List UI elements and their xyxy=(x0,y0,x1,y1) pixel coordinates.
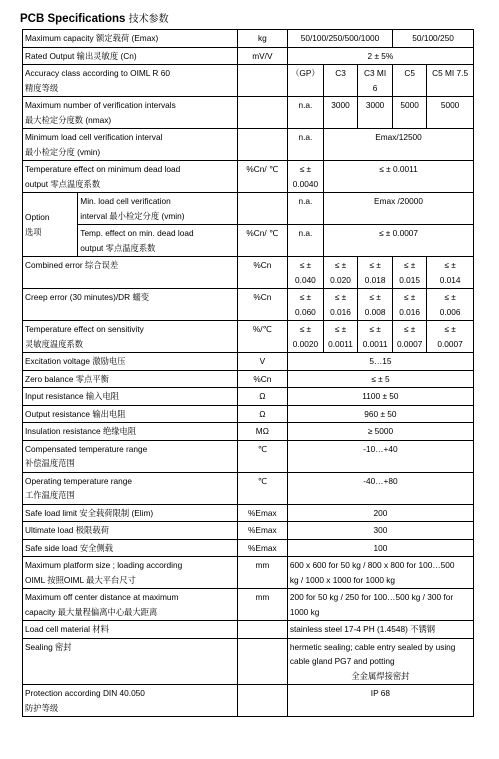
value-4: ≤ ± 0.016 xyxy=(393,289,427,321)
page-title xyxy=(20,10,169,25)
row-capacity xyxy=(23,30,474,48)
row-rated-output xyxy=(23,47,474,65)
value-c5: C5 xyxy=(393,65,427,97)
row-offcenter xyxy=(23,589,474,621)
value: 600 x 600 for 50 kg / 800 x 800 for 100…500 kg / 1000 x 1000 for 1000 kg xyxy=(287,557,473,589)
label: Insulation resistance 绝缘电阻 xyxy=(23,423,238,441)
label: Protection according DIN 40.050 防护等级 xyxy=(23,685,238,717)
unit: mV/V xyxy=(237,47,287,65)
value-c5: 5000 xyxy=(393,97,427,129)
value-3: ≤ ± 0.008 xyxy=(358,289,393,321)
option-1-label: Min. load cell verification interval 最小检定分度 (vmin) xyxy=(78,193,238,225)
label: Load cell material 材料 xyxy=(23,621,238,639)
row-option-2 xyxy=(23,225,474,257)
value-2: ≤ ± 0.016 xyxy=(324,289,358,321)
row-insulation xyxy=(23,423,474,441)
label: Temperature effect on sensitivity 灵敏度温度系数 xyxy=(23,321,238,353)
label: Zero balance 零点平衡 xyxy=(23,370,238,388)
value-1: ≤ ± 0.060 xyxy=(287,289,323,321)
value-5: ≤ ± 0.0007 xyxy=(427,321,474,353)
value: IP 68 xyxy=(287,685,473,717)
row-material xyxy=(23,621,474,639)
row-temp-zero xyxy=(23,161,474,193)
label: Input resistance 输入电阻 xyxy=(23,388,238,406)
spec-table xyxy=(22,29,474,717)
value: Emax/12500 xyxy=(324,129,474,161)
row-zero xyxy=(23,370,474,388)
unit: %Cn xyxy=(237,289,287,321)
value: Emax /20000 xyxy=(324,193,474,225)
row-min-interval xyxy=(23,129,474,161)
value-c5mi: C5 MI 7.5 xyxy=(427,65,474,97)
row-ultimate-load xyxy=(23,522,474,540)
value-1: ≤ ± 0.0020 xyxy=(287,321,323,353)
unit: ℃ xyxy=(237,472,287,504)
value-c3: 3000 xyxy=(324,97,358,129)
value-c3: C3 xyxy=(324,65,358,97)
row-comp-temp xyxy=(23,440,474,472)
row-input-resistance xyxy=(23,388,474,406)
value: ≤ ± 0.0011 xyxy=(324,161,474,193)
unit: Ω xyxy=(237,405,287,423)
label: Sealing 密封 xyxy=(23,638,238,685)
value: 1100 ± 50 xyxy=(287,388,473,406)
row-creep xyxy=(23,289,474,321)
row-option-1 xyxy=(23,193,474,225)
value: -40…+80 xyxy=(287,472,473,504)
label: Combined error 综合误差 xyxy=(23,257,238,289)
label: Maximum off center distance at maximum capacity 最大量程偏离中心最大距离 xyxy=(23,589,238,621)
value-3: ≤ ± 0.0011 xyxy=(358,321,393,353)
unit: %Cn xyxy=(237,370,287,388)
row-excitation xyxy=(23,353,474,371)
unit: ℃ xyxy=(237,440,287,472)
value: 960 ± 50 xyxy=(287,405,473,423)
row-safe-load xyxy=(23,504,474,522)
value-na: n.a. xyxy=(287,225,323,257)
label: Ultimate load 极限载荷 xyxy=(23,522,238,540)
value-2: ≤ ± 0.0011 xyxy=(324,321,358,353)
row-accuracy xyxy=(23,65,474,97)
value-gp: ≤ ± 0.0040 xyxy=(287,161,323,193)
label: Maximum number of verification intervals 最大检定分度数 (nmax) xyxy=(23,97,238,129)
row-combined xyxy=(23,257,474,289)
value-c5mi: 5000 xyxy=(427,97,474,129)
value-gp: （GP） xyxy=(287,65,323,97)
unit: %Emax xyxy=(237,522,287,540)
unit: kg xyxy=(237,30,287,48)
value-3: ≤ ± 0.018 xyxy=(358,257,393,289)
value: -10…+40 xyxy=(287,440,473,472)
unit: Ω xyxy=(237,388,287,406)
label: Output resistance 输出电阻 xyxy=(23,405,238,423)
value-2: ≤ ± 0.020 xyxy=(324,257,358,289)
unit: mm xyxy=(237,557,287,589)
title-cn: 技术参数 xyxy=(128,14,169,25)
value-na: n.a. xyxy=(287,97,323,129)
label: Temperature effect on minimum dead load output 零点温度系数 xyxy=(23,161,238,193)
label: Safe load limit 安全载荷限制 (Elim) xyxy=(23,504,238,522)
unit-empty xyxy=(237,65,287,97)
value: 200 xyxy=(287,504,473,522)
unit: mm xyxy=(237,589,287,621)
label: Safe side load 安全侧载 xyxy=(23,539,238,557)
value-1: ≤ ± 0.040 xyxy=(287,257,323,289)
value-c3mi: C3 MI 6 xyxy=(358,65,393,97)
value: ≤ ± 5 xyxy=(287,370,473,388)
value: ≥ 5000 xyxy=(287,423,473,441)
value: 100 xyxy=(287,539,473,557)
value: stainless steel 17-4 PH (1.4548) 不锈钢 xyxy=(287,621,473,639)
unit: MΩ xyxy=(237,423,287,441)
row-platform xyxy=(23,557,474,589)
label: Rated Output 输出灵敏度 (Cn) xyxy=(23,47,238,65)
unit: %Cn xyxy=(237,257,287,289)
row-temp-sens xyxy=(23,321,474,353)
value-5: ≤ ± 0.006 xyxy=(427,289,474,321)
value-5: ≤ ± 0.014 xyxy=(427,257,474,289)
unit: %Emax xyxy=(237,504,287,522)
label: Operating temperature range 工作温度范围 xyxy=(23,472,238,504)
label: Excitation voltage 激励电压 xyxy=(23,353,238,371)
value: hermetic sealing; cable entry sealed by using cable gland PG7 and potting 全金属焊接密封 xyxy=(287,638,473,685)
row-output-resistance xyxy=(23,405,474,423)
option-2-label: Temp. effect on min. dead load output 零点温度系数 xyxy=(78,225,238,257)
label: Maximum platform size ; loading according OIML 按照OIML 最大平台尺寸 xyxy=(23,557,238,589)
value-4: ≤ ± 0.0007 xyxy=(393,321,427,353)
unit: %Cn/ ℃ xyxy=(237,161,287,193)
label: Compensated temperature range 补偿温度范围 xyxy=(23,440,238,472)
value-na: n.a. xyxy=(287,193,323,225)
option-label: Option 选项 xyxy=(23,193,78,257)
value: 2 ± 5% xyxy=(287,47,473,65)
value-b: 50/100/250 xyxy=(393,30,474,48)
row-intervals xyxy=(23,97,474,129)
value-a: 50/100/250/500/1000 xyxy=(287,30,392,48)
label: Minimum load cell verification interval 最小检定分度 (vmin) xyxy=(23,129,238,161)
value: ≤ ± 0.0007 xyxy=(324,225,474,257)
unit: %Cn/ ℃ xyxy=(237,225,287,257)
row-sealing xyxy=(23,638,474,685)
value: 300 xyxy=(287,522,473,540)
row-op-temp xyxy=(23,472,474,504)
value: 5…15 xyxy=(287,353,473,371)
value-4: ≤ ± 0.015 xyxy=(393,257,427,289)
value-c3mi: 3000 xyxy=(358,97,393,129)
unit: %Emax xyxy=(237,539,287,557)
row-side-load xyxy=(23,539,474,557)
unit: V xyxy=(237,353,287,371)
value-na: n.a. xyxy=(287,129,323,161)
value: 200 for 50 kg / 250 for 100…500 kg / 300 for 1000 kg xyxy=(287,589,473,621)
label: Maximum capacity 额定载荷 (Emax) xyxy=(23,30,238,48)
label: Creep error (30 minutes)/DR 蠕变 xyxy=(23,289,238,321)
label: Accuracy class according to OIML R 60 精度等级 xyxy=(23,65,238,97)
title-en: PCB Specifications xyxy=(20,13,126,25)
row-protection xyxy=(23,685,474,717)
unit: %/℃ xyxy=(237,321,287,353)
